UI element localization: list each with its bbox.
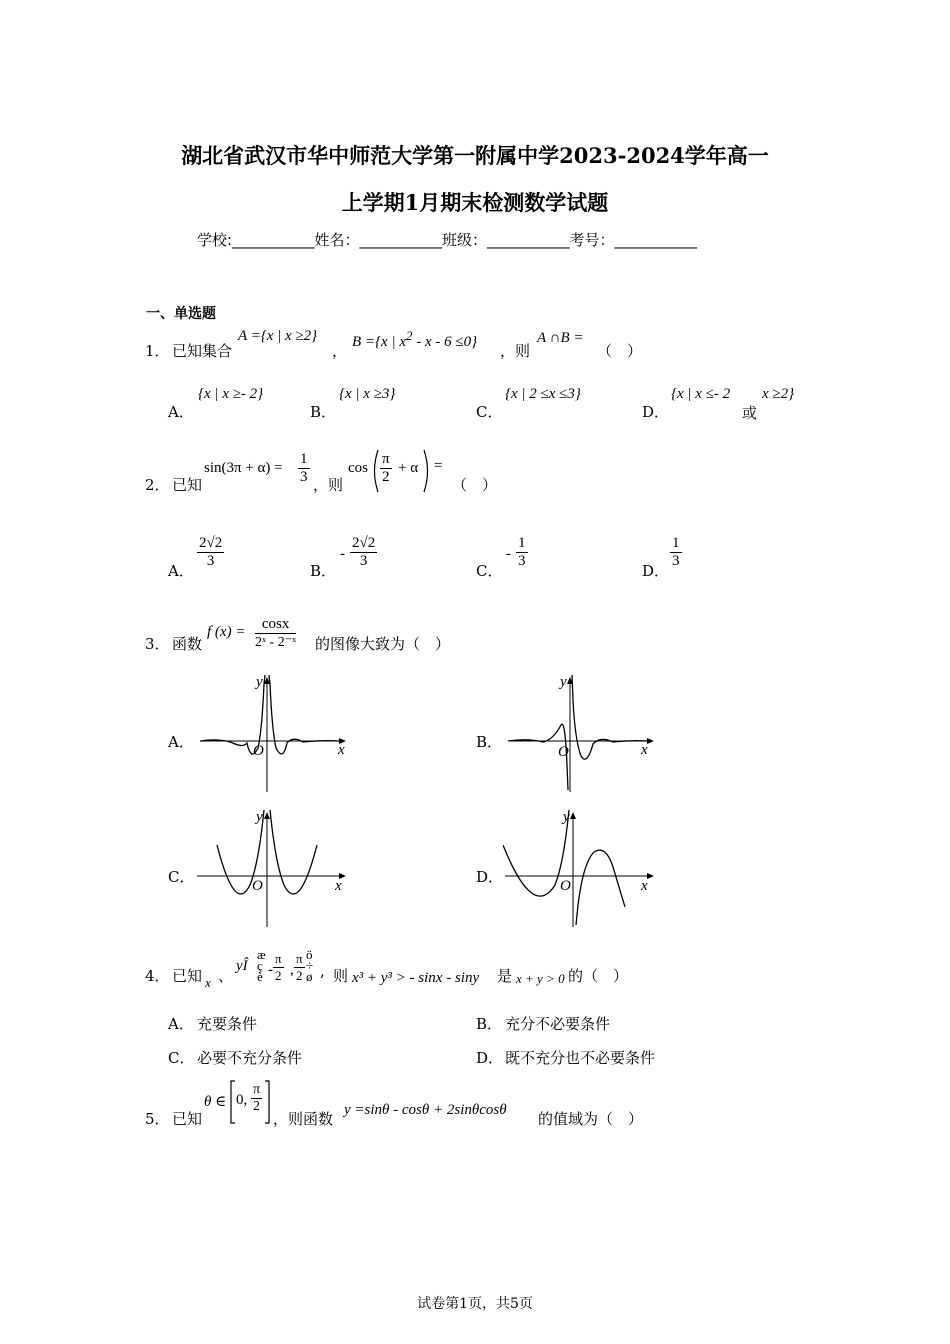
q2-fraction: $\frac{1}{3}$ [300,451,308,485]
x-label: x [641,742,648,758]
origin-label: O [252,878,263,894]
origin-label: O [253,743,264,759]
q1-option-c-text: {x | 2 ≤x ≤3} [505,386,581,402]
q2-option-a-label: A． [168,562,194,580]
q2-lead: 已知 [172,476,203,494]
q4-pi-fraction-1: $\frac{\pi}{2}$ [275,951,282,983]
q2-then: ，则 [313,476,344,494]
q4-x-sub: x [205,975,211,990]
q5-mid: ，则函数 [273,1110,334,1128]
q4-option-a-label: A． [168,1015,194,1033]
q4-y-in: yÎ [236,958,248,974]
q4-minus: - [268,962,273,978]
q3-lead: 函数 [172,635,203,653]
q4-garbled-right: ö ÷ ø [306,947,314,984]
y-label: y [560,674,567,690]
q4-comma: , [290,962,294,978]
q4-option-d-text: 既不充分也不必要条件 [505,1049,656,1067]
page-footer: 试卷第1页，共5页 [417,1296,533,1312]
q2-sin-expression: sin(3π + α) = [204,460,283,476]
q2-option-b-label: B． [310,562,337,580]
curve [503,810,625,925]
q1-set-a: A ={x | x ≥2} [238,328,318,344]
q2-cos: cos [348,460,368,476]
q2-option-d-fraction: $\frac{1}{3}$ [672,535,680,569]
q1-option-a-text: {x | x ≥- 2} [198,386,264,402]
q4-option-a-text: 充要条件 [197,1015,258,1033]
q1-set-b: B ={x | $x^2 - x - 6 \le 0$} [352,328,478,350]
q2-plus-alpha: + α [398,460,419,476]
q4-comma-2: , [320,962,325,980]
q4-option-d-label: D． [476,1049,504,1067]
q1-option-d-text: {x | x ≤- 2 [671,386,731,402]
q5-theta-in: θ ∈ [204,1094,227,1110]
q1-then: ，则 [500,342,531,360]
q1-option-a-label: A． [168,403,194,421]
q4-pi-fraction-2: $\frac{\pi}{2}$ [296,951,303,983]
q1-set-b-exp: 2 [405,328,413,343]
q5-number: 5． [145,1110,170,1128]
q3-option-d-label: D． [476,868,504,886]
q1-option-d-tail: x ≥2} [762,386,795,402]
y-label: y [563,809,570,825]
q5-lead: 已知 [172,1110,203,1128]
q4-option-c-text: 必要不充分条件 [197,1049,303,1067]
y-label: y [256,674,263,690]
curve [200,675,340,754]
q3-fx: f (x) = [207,624,246,640]
q3-graph-a [195,670,355,795]
q4-number: 4． [145,967,170,985]
q1-comma: ， [332,342,348,360]
q2-pi-fraction: $\frac{\pi}{2}$ [382,451,390,485]
q3-graph-c [195,805,355,930]
q2-option-b-sign: - [340,546,345,562]
q4-option-b-text: 充分不必要条件 [505,1015,611,1033]
x-label: x [335,878,342,894]
q4-option-b-label: B． [476,1015,503,1033]
q2-paren: （ ） [452,476,498,494]
q2-option-c-label: C． [476,562,503,580]
q5-tail: 的值域为（ ） [538,1110,644,1128]
q3-graph-d [503,805,663,930]
origin-label: O [560,878,571,894]
q2-option-c-sign: - [506,546,511,562]
q3-option-b-label: B． [476,733,503,751]
q1-option-b-label: B． [310,403,337,421]
section-heading: 一、单选题 [146,306,216,322]
origin-label: O [558,744,569,760]
q1-lead: 已知集合 [172,342,233,360]
q4-condition-1: x³ + y³ > - sinx - siny [352,970,480,986]
q1-option-b-text: {x | x ≥3} [339,386,396,402]
q3-tail: 的图像大致为（ ） [315,635,451,653]
curve [508,675,648,790]
q4-is: 是 [497,967,513,985]
q2-option-d-label: D． [642,562,670,580]
q2-equals: = [434,458,443,474]
student-info-line: 学校:___________姓名：___________班级：___________考号：___________ [197,231,698,249]
q4-option-c-label: C． [168,1049,195,1067]
y-label: y [256,809,263,825]
q1-paren: （ ） [597,342,643,360]
q4-garbled-left: æ ç è [257,947,266,984]
q4-separator: 、 [218,967,234,985]
q1-option-c-label: C． [476,403,503,421]
q2-number: 2． [145,476,170,494]
q5-function: y =sinθ - cosθ + 2sinθcosθ [344,1102,507,1118]
q1-option-d-or: 或 [742,404,758,422]
q3-graph-b [503,670,663,795]
q4-condition-2: x + y > 0 [516,971,565,986]
q2-option-a-fraction: $\frac{2√2}{3}$ [199,535,223,569]
q3-option-a-label: A． [168,733,194,751]
q4-then: 则 [333,967,349,985]
x-label: x [641,878,648,894]
q2-option-c-fraction: $\frac{1}{3}$ [518,535,526,569]
q3-number: 3． [145,635,170,653]
q1-expression: A ∩B = [537,330,584,346]
title-line-2: 上学期1月期末检测数学试题 [341,190,609,215]
q1-number: 1． [145,342,170,360]
q5-pi-fraction: $\frac{\pi}{2}$ [253,1082,261,1114]
q4-lead: 已知 [172,967,203,985]
title-line-1: 湖北省武汉市华中师范大学第一附属中学2023-2024学年高一 [181,143,769,168]
q3-fraction: $\frac{\cos x}{\text{2ˣ - 2⁻ˣ}}$ [255,616,297,650]
q4-tail: 的（ ） [568,967,629,985]
q1-option-d-label: D． [642,403,670,421]
q3-option-c-label: C． [168,868,195,886]
q2-option-b-fraction: $\frac{2√2}{3}$ [352,535,376,569]
q5-interval-left: 0, [236,1092,248,1108]
x-label: x [338,742,345,758]
